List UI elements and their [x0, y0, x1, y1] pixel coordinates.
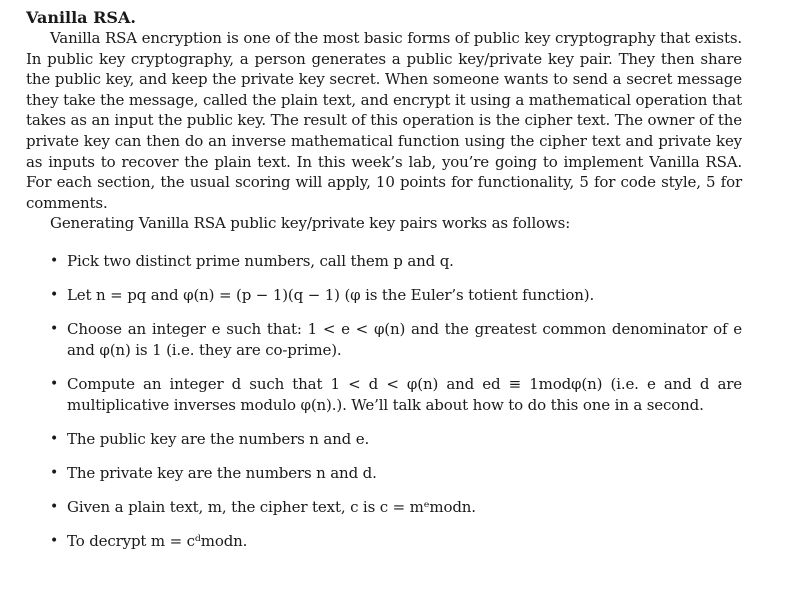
bullet-icon: •: [50, 252, 59, 269]
lead-in-paragraph: Generating Vanilla RSA public key/private key pairs works as follows:: [50, 214, 571, 233]
list-item: [26, 285, 742, 306]
list-item-text: To decrypt m = cᵈmodn.: [67, 531, 248, 550]
bullet-icon: •: [50, 286, 59, 303]
bullet-icon: •: [50, 464, 59, 481]
list-item: [26, 429, 742, 450]
intro-paragraph: Vanilla RSA encryption is one of the most basic forms of public key cryptography that exists. In public key cryptography, a person generates a public key/private key pair. They then share the public key, and keep the private key secret. When someone wants to send a secret message they take the message, called the plain text, and encrypt it using a mathematical operation that takes as an input the public key. The result of this operation is the cipher text. The owner of the private key can then do an inverse mathematical function using the cipher text and private key as inputs to recover the plain text. In this week’s lab, you’re going to implement Vanilla RSA. For each section, the usual scoring will apply, 10 points for functionality, 5 for code style, 5 for comments.: [26, 29, 742, 212]
bullet-icon: •: [50, 320, 59, 337]
bullet-icon: •: [50, 430, 59, 447]
list-item: [26, 374, 742, 416]
list-item: [26, 497, 742, 518]
rsa-steps-list: [26, 251, 742, 552]
list-item: [26, 251, 742, 272]
list-item: [26, 319, 742, 361]
section-title: Vanilla RSA.: [26, 8, 136, 27]
list-item-text: Given a plain text, m, the cipher text, c is c = mᵉmodn.: [67, 497, 476, 516]
list-item-text: Pick two distinct prime numbers, call them p and q.: [67, 251, 454, 270]
list-item-text: The public key are the numbers n and e.: [67, 429, 370, 448]
bullet-icon: •: [50, 498, 59, 515]
list-item-text: The private key are the numbers n and d.: [67, 463, 377, 482]
document-page: [26, 8, 742, 565]
bullet-icon: •: [50, 532, 59, 549]
list-item: [26, 531, 742, 552]
list-item-text: Choose an integer e such that: 1 < e < φ(n) and the greatest common denominator of e and φ(n) is 1 (i.e. they are co-prime).: [67, 319, 742, 359]
list-item-text: Let n = pq and φ(n) = (p − 1)(q − 1) (φ is the Euler’s totient function).: [67, 285, 595, 304]
bullet-icon: •: [50, 375, 59, 392]
list-item: [26, 463, 742, 484]
list-item-text: Compute an integer d such that 1 < d < φ(n) and ed ≡ 1modφ(n) (i.e. e and d are multiplicative inverses modulo φ(n).). We’ll talk about how to do this one in a second.: [67, 374, 742, 414]
